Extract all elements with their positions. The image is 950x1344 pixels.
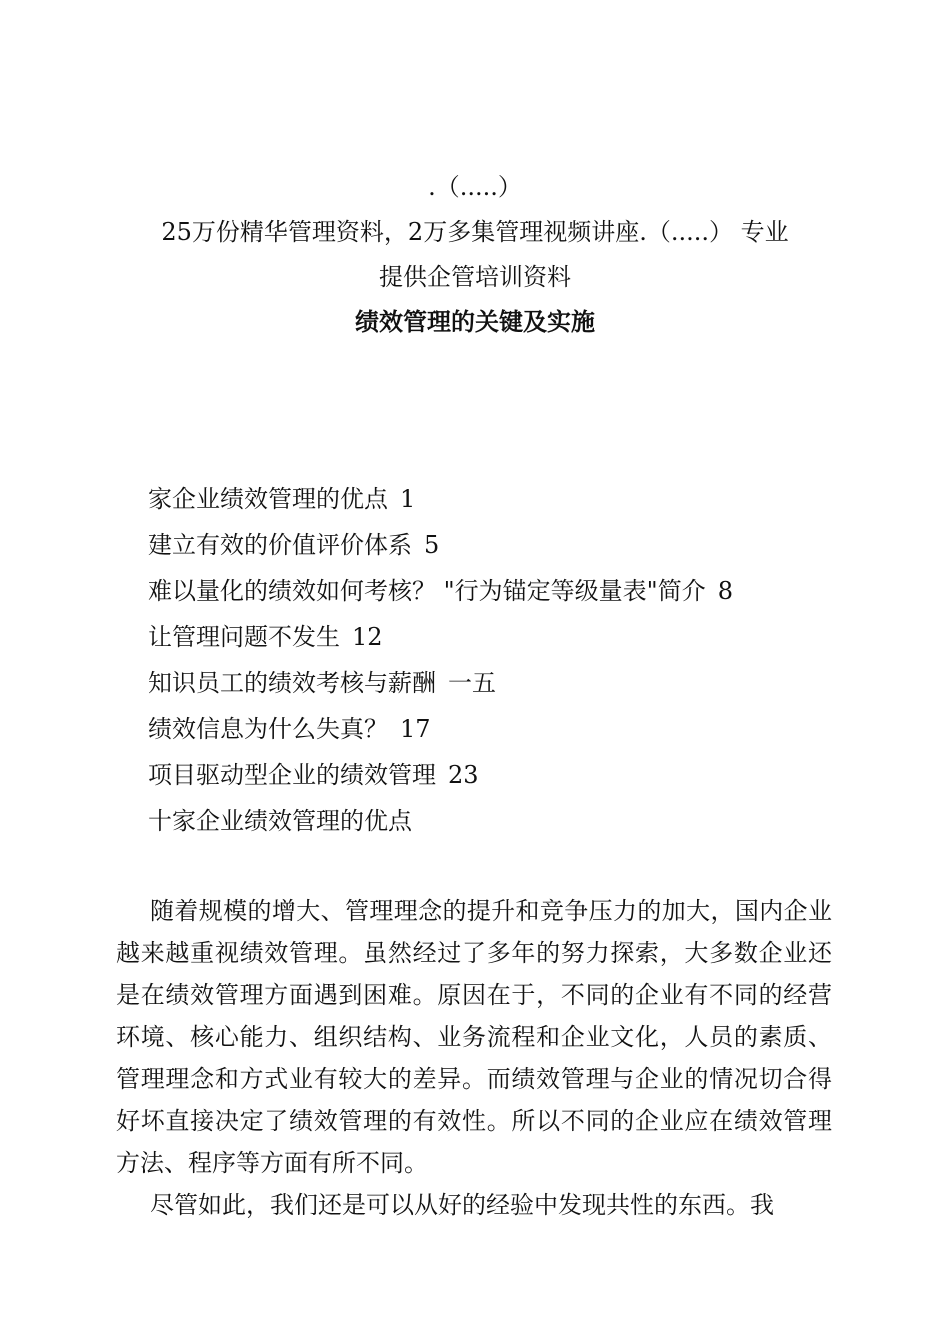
- toc-item-label: 家企业绩效管理的优点: [148, 485, 388, 513]
- section-heading-label: 十家企业绩效管理的优点: [148, 807, 412, 835]
- section-heading: [148, 802, 848, 848]
- body-text: [116, 890, 832, 1226]
- table-of-contents: [148, 480, 848, 848]
- toc-item[interactable]: [148, 756, 848, 802]
- header-promo-line-continued: 提供企管培训资料: [379, 263, 571, 291]
- toc-item-label: 建立有效的价值评价体系: [148, 531, 412, 559]
- toc-item-label: 让管理问题不发生: [148, 623, 340, 651]
- toc-item-page: 17: [400, 715, 431, 743]
- header-promo-line: 25万份精华管理资料，2万多集管理视频讲座.（.....） 专业: [161, 218, 789, 246]
- toc-item-label: 知识员工的绩效考核与薪酬: [148, 669, 436, 697]
- toc-item-page: 5: [424, 531, 440, 559]
- header-dots: .（.....）: [428, 173, 522, 201]
- toc-item[interactable]: [148, 664, 848, 710]
- toc-item-page: 1: [400, 485, 416, 513]
- toc-item[interactable]: [148, 618, 848, 664]
- toc-item-label: 难以量化的绩效如何考核？ "行为锚定等级量表"简介: [148, 577, 706, 605]
- toc-item-label: 项目驱动型企业的绩效管理: [148, 761, 436, 789]
- toc-item-label: 绩效信息为什么失真？: [148, 715, 388, 743]
- toc-item[interactable]: [148, 572, 848, 618]
- toc-item-page: 12: [352, 623, 383, 651]
- body-paragraph: 随着规模的增大、管理理念的提升和竞争压力的加大，国内企业越来越重视绩效管理。虽然经过了多年的努力探索，大多数企业还是在绩效管理方面遇到困难。原因在于，不同的企业有不同的经营环境、核心能力、组织结构、业务流程和企业文化，人员的素质、管理理念和方式业有较大的差异。而绩效管理与企业的情况切合得好坏直接决定了绩效管理的有效性。所以不同的企业应在绩效管理方法、程序等方面有所不同。: [116, 897, 832, 1177]
- toc-item-page: 8: [717, 577, 733, 605]
- toc-item[interactable]: [148, 710, 848, 756]
- toc-item-page: 一五: [448, 669, 496, 697]
- toc-item-page: 23: [448, 761, 479, 789]
- body-paragraph: 尽管如此，我们还是可以从好的经验中发现共性的东西。我: [150, 1191, 774, 1219]
- document-title: 绩效管理的关键及实施: [355, 307, 595, 336]
- toc-item[interactable]: [148, 480, 848, 526]
- toc-item[interactable]: [148, 526, 848, 572]
